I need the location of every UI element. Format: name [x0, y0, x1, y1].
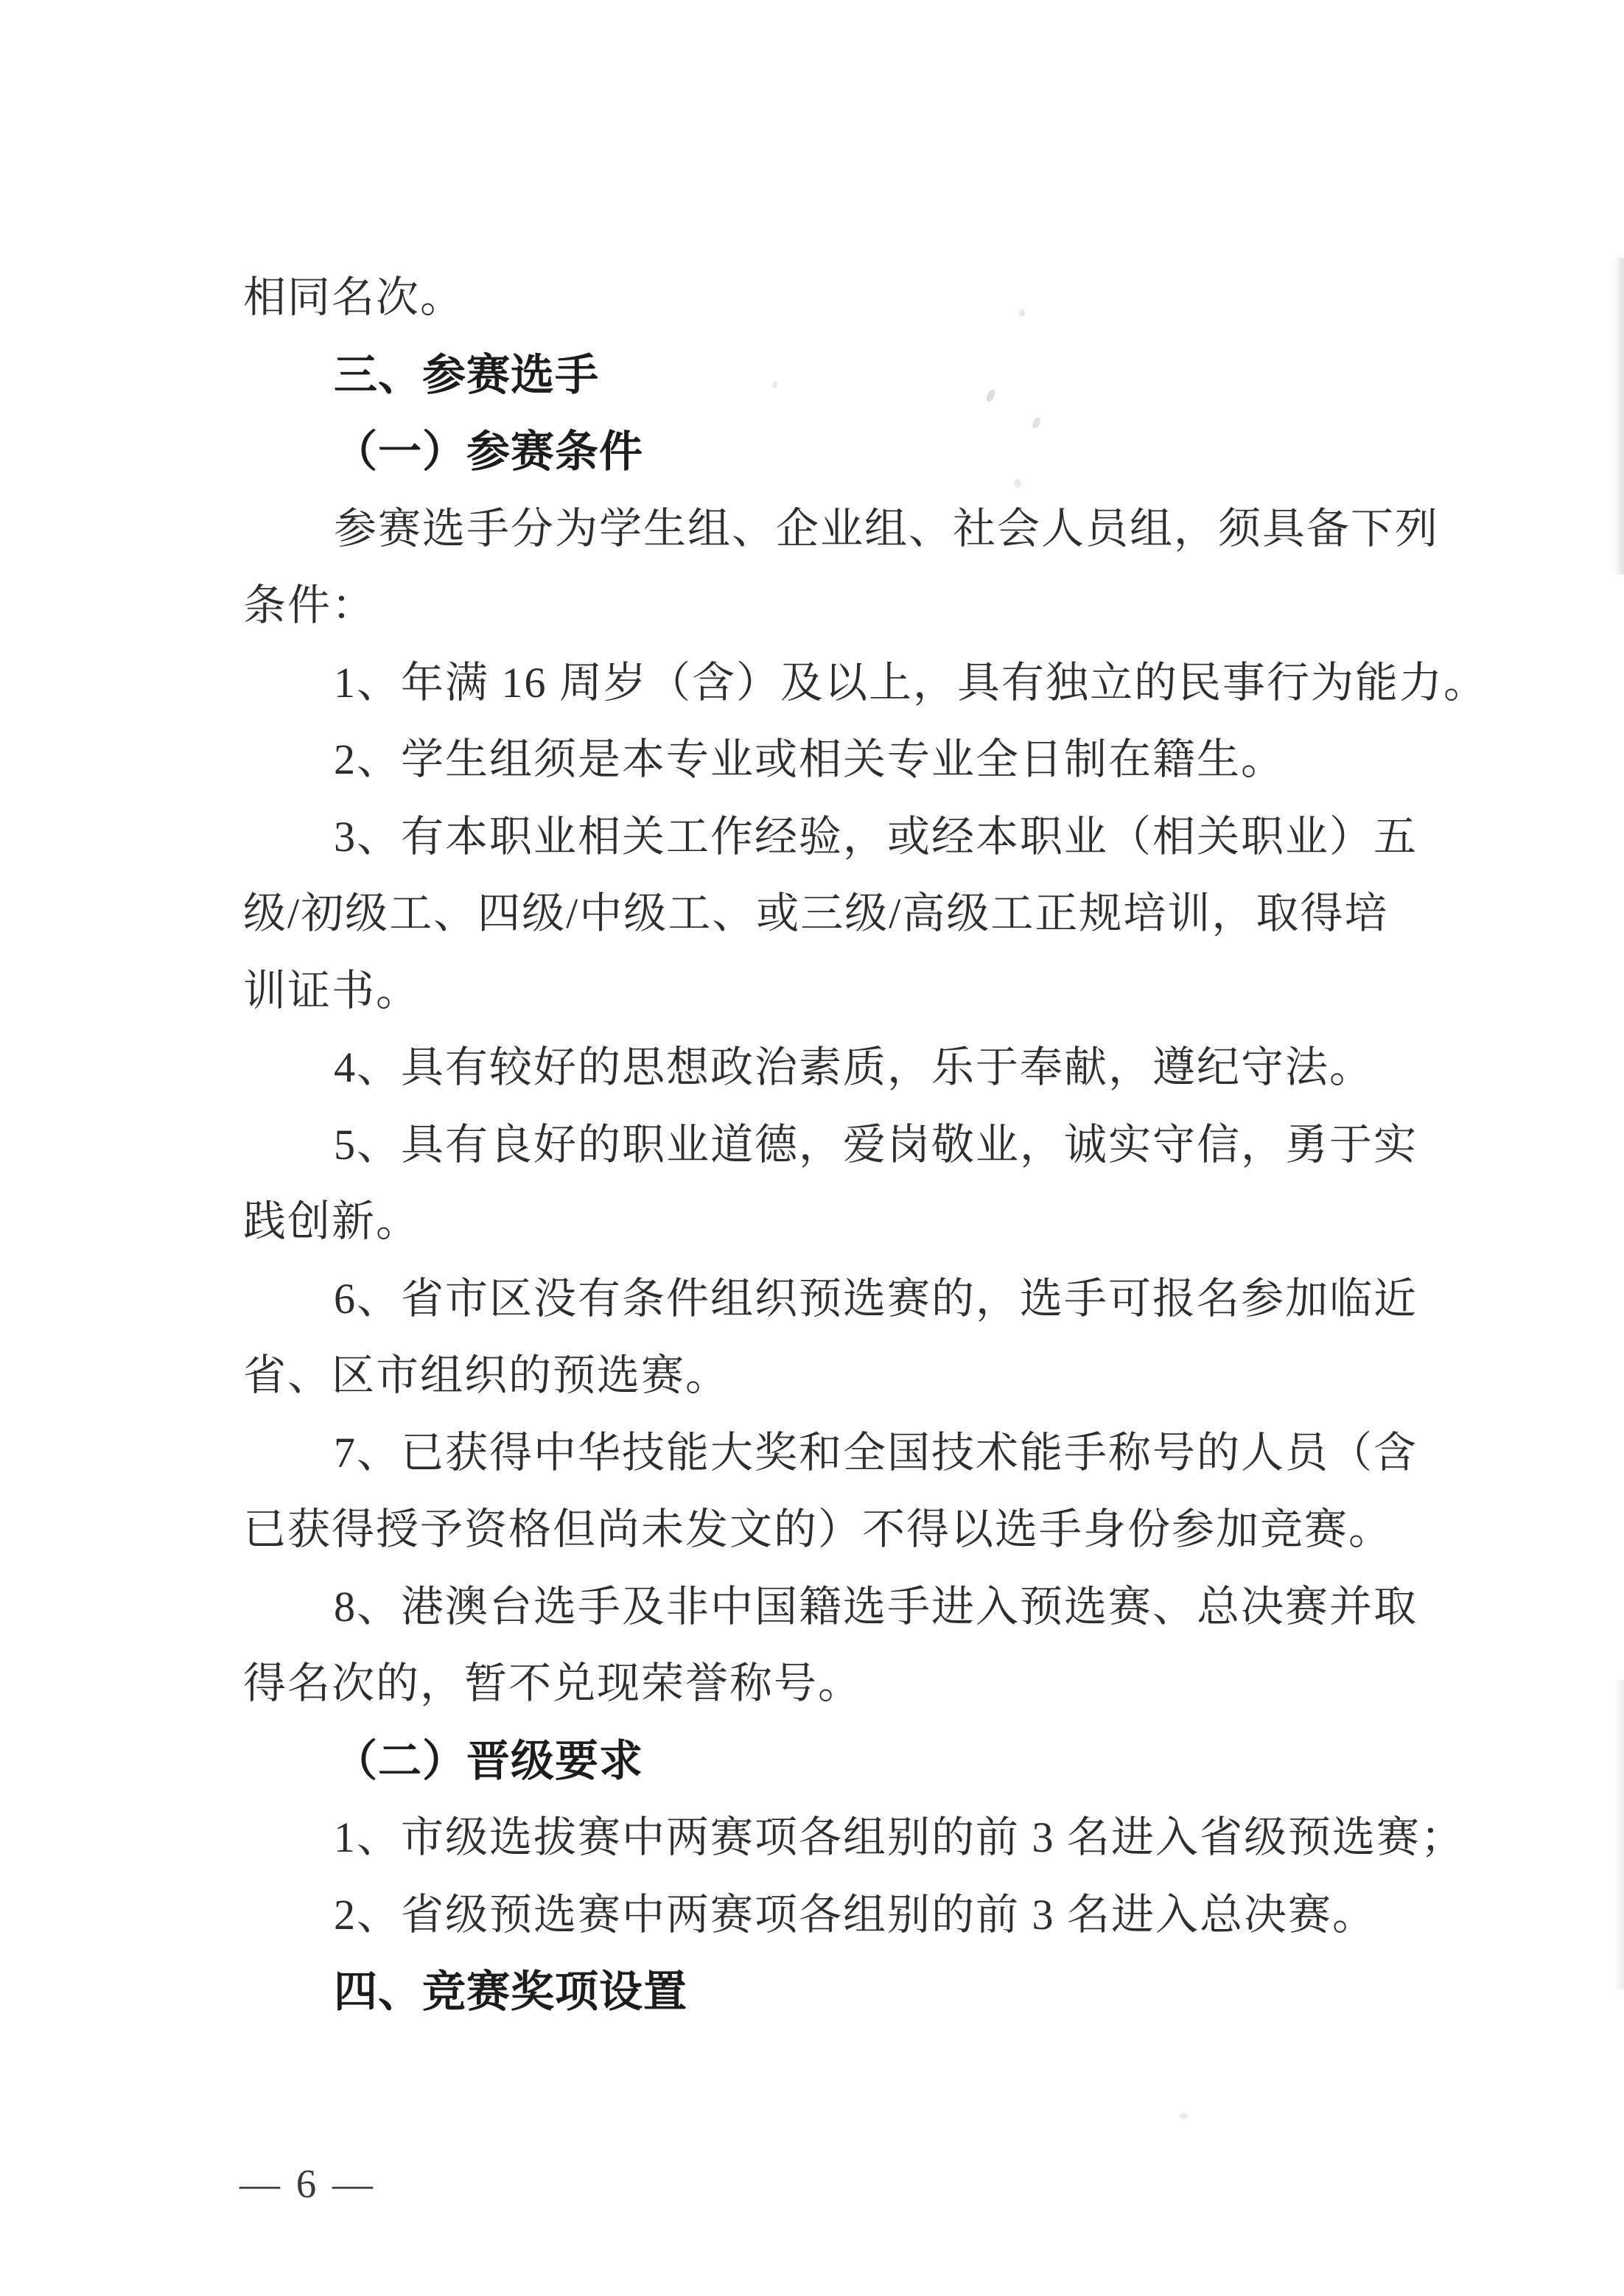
- text-line: （一）参赛条件: [334, 426, 644, 477]
- scan-edge-artifact: [1614, 258, 1624, 575]
- text-line: 4、具有较好的思想政治素质，乐于奉献，遵纪守法。: [334, 1043, 1374, 1091]
- text-line: 三、参赛选手: [334, 349, 600, 400]
- scan-speck: [1019, 309, 1025, 317]
- text-line: 1、年满 16 周岁（含）及以上，具有独立的民事行为能力。: [334, 658, 1488, 707]
- text-line: 6、省市区没有条件组织预选赛的，选手可报名参加临近: [334, 1274, 1418, 1323]
- text-line: 级/初级工、四级/中级工、或三级/高级工正规培训，取得培: [243, 889, 1389, 937]
- text-line: 省、区市组织的预选赛。: [243, 1351, 730, 1399]
- document-text-block: [243, 259, 1533, 2031]
- text-line: 7、已获得中华技能大奖和全国技术能手称号的人员（含: [334, 1428, 1418, 1477]
- text-line: 1、市级选拔赛中两赛项各组别的前 3 名进入省级预选赛；: [334, 1813, 1466, 1861]
- text-line: 5、具有良好的职业道德，爱岗敬业，诚实守信，勇于实: [334, 1120, 1418, 1169]
- text-line: 践创新。: [243, 1197, 421, 1245]
- text-line: 条件：: [243, 581, 377, 629]
- text-line: 8、港澳台选手及非中国籍选手进入预选赛、总决赛并取: [334, 1582, 1418, 1631]
- scan-edge-artifact: [1614, 1680, 1624, 1989]
- text-line: 已获得授予资格但尚未发文的）不得以选手身份参加竞赛。: [243, 1505, 1393, 1553]
- text-line: 2、省级预选赛中两赛项各组别的前 3 名进入总决赛。: [334, 1890, 1377, 1939]
- scan-speck: [1014, 479, 1021, 488]
- text-line: 相同名次。: [243, 273, 465, 321]
- text-line: 参赛选手分为学生组、企业组、社会人员组，须具备下列: [334, 504, 1440, 553]
- text-line: （二）晋级要求: [334, 1735, 644, 1786]
- scan-speck: [1256, 1820, 1262, 1827]
- text-line: 2、学生组须是本专业或相关专业全日制在籍生。: [334, 735, 1286, 783]
- scan-speck: [1179, 2113, 1188, 2119]
- page-number: — 6 —: [239, 2161, 376, 2206]
- scan-speck: [772, 382, 777, 388]
- text-line: 训证书。: [243, 966, 421, 1015]
- text-line: 四、竞赛奖项设置: [334, 1966, 688, 2017]
- text-line: 得名次的，暂不兑现荣誉称号。: [243, 1659, 863, 1707]
- text-line: 3、有本职业相关工作经验，或经本职业（相关职业）五: [334, 812, 1418, 861]
